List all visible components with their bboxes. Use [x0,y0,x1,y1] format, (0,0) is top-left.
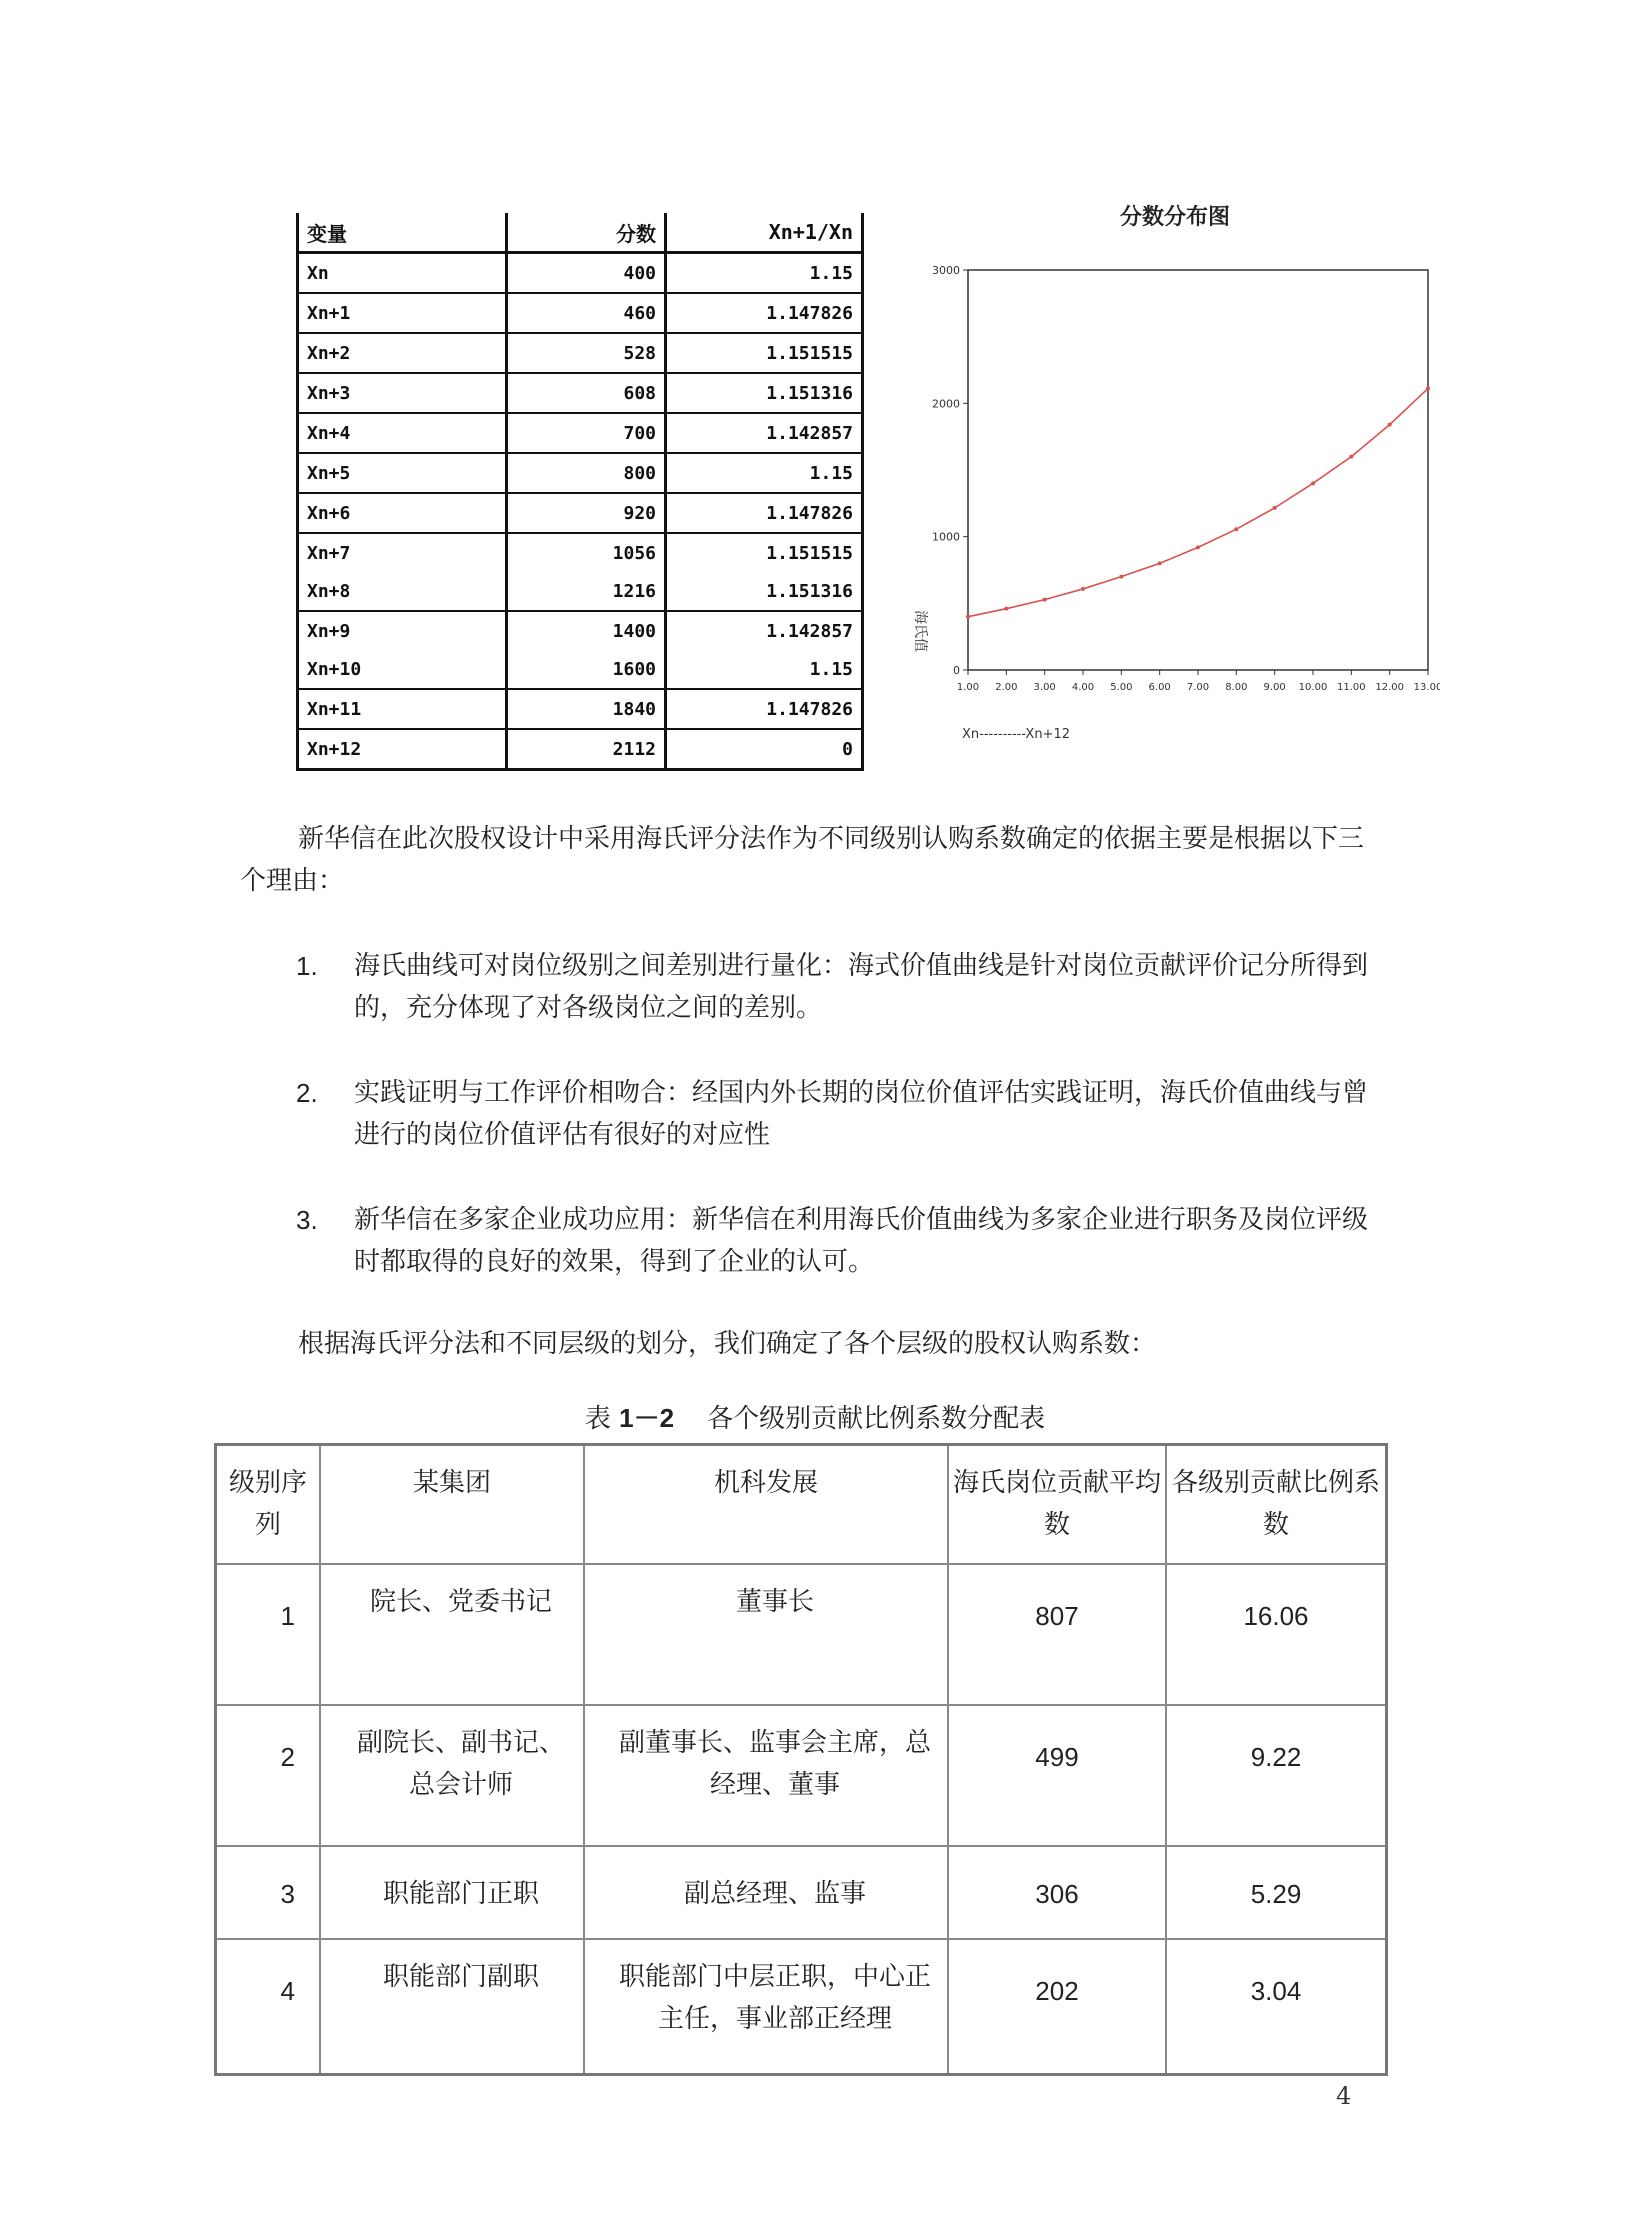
reason-text: 海氏曲线可对岗位级别之间差别进行量化：海式价值曲线是针对岗位贡献评价记分所得到的，充分体现了对各级岗位之间的差别。 [354,951,1369,1023]
cell-score: 460 [507,293,666,333]
chart-data-point [1234,527,1238,531]
cell-group: 院长、党委书记 [320,1564,584,1705]
table-caption-title: 各个级别贡献比例系数分配表 [707,1404,1046,1434]
cell-coefficient: 3.04 [1166,1939,1387,2075]
cell-level: 2 [216,1705,321,1846]
reason-item-2 [296,1072,1370,1156]
cell-score: 528 [507,333,666,373]
cell-score: 2112 [507,729,666,770]
chart-x-tick-label: 3.00 [1033,682,1056,693]
reason-item-1 [296,945,1370,1029]
cell-ratio: 1.151316 [666,572,863,611]
header-group: 某集团 [320,1445,584,1565]
score-row [298,729,863,770]
reason-text: 新华信在多家企业成功应用：新华信在利用海氏价值曲线为多家企业进行职务及岗位评级时都取得的良好的效果，得到了企业的认可。 [354,1205,1369,1277]
chart-data-point [1311,481,1315,485]
reason-item-3 [296,1199,1370,1283]
cell-score: 1056 [507,533,666,572]
cell-level: 3 [216,1846,321,1939]
chart-data-point [1426,386,1430,390]
cell-ratio: 0 [842,738,853,760]
page-number: 4 [1336,2082,1352,2110]
score-row [298,253,863,294]
chart-data-point [1158,561,1162,565]
table-row [216,1705,1387,1846]
cell-jike: 副总经理、监事 [584,1846,948,1939]
table-row [216,1846,1387,1939]
table-row [216,1564,1387,1705]
chart-x-tick-label: 7.00 [1186,682,1210,693]
cell-variable: Xn+4 [298,413,507,453]
cell-score: 400 [507,253,666,294]
score-table [296,213,864,771]
cell-score: 800 [507,453,666,493]
cell-variable: Xn+1 [298,293,507,333]
score-table-header [298,213,863,253]
chart-y-tick-label: 1000 [932,530,960,544]
table-caption-prefix: 表 [584,1404,611,1434]
chart-y-tick-label: 0 [953,664,960,677]
chart-data-point [1196,545,1200,549]
chart-x-tick-label: 8.00 [1225,682,1248,693]
allocation-table [214,1443,1388,2076]
table-row [216,1939,1387,2075]
chart-data-point [1119,575,1123,579]
reason-number: 3. [296,1205,318,1235]
header-coefficient: 各级别贡献比例系数 [1166,1445,1387,1565]
score-row [298,533,863,572]
cell-level: 1 [216,1564,321,1705]
score-row [298,689,863,729]
cell-coefficient: 5.29 [1166,1846,1387,1939]
score-row [298,293,863,333]
cell-variable: Xn+5 [298,453,507,493]
chart-x-tick-label: 10.00 [1298,682,1328,693]
intro-paragraph: 新华信在此次股权设计中采用海氏评分法作为不同级别认购系数确定的依据主要是根据以下三个理由： [240,824,1365,896]
cell-ratio: 1.151515 [766,542,853,564]
cell-coefficient: 9.22 [1166,1705,1387,1846]
header-level: 级别序列 [216,1445,321,1565]
score-row [298,611,863,650]
cell-variable: Xn+10 [298,650,507,689]
chart-x-tick-label: 9.00 [1263,682,1286,693]
score-row [298,493,863,533]
cell-variable: Xn+8 [298,572,507,611]
header-jike: 机科发展 [584,1445,948,1565]
reason-text: 实践证明与工作评价相吻合：经国内外长期的岗位价值评估实践证明，海氏价值曲线与曾进行的岗位价值评估有很好的对应性 [354,1078,1369,1150]
cell-jike: 董事长 [584,1564,948,1705]
chart-title: 分数分布图 [1119,205,1231,230]
cell-score: 700 [507,413,666,453]
cell-score: 1400 [507,611,666,650]
chart-svg [900,190,1440,750]
cell-score: 1840 [507,689,666,729]
chart-x-tick-label: 5.00 [1110,682,1133,693]
header-hay-average: 海氏岗位贡献平均数 [948,1445,1166,1565]
score-row [298,333,863,373]
table-caption [0,1398,1630,1435]
chart-x-tick-label: 11.00 [1337,682,1366,693]
cell-hay-average: 306 [948,1846,1166,1939]
chart-y-tick-label: 2000 [932,397,960,411]
header-variable: 变量 [298,213,507,253]
chart-data-point [1004,607,1008,611]
allocation-table-header [216,1445,1387,1565]
reason-number: 2. [296,1078,318,1108]
cell-ratio: 1.147826 [666,689,863,729]
score-row [298,373,863,413]
cell-variable: Xn+3 [298,373,507,413]
score-row [298,572,863,611]
conclusion-paragraph: 根据海氏评分法和不同层级的划分，我们确定了各个层级的股权认购系数： [298,1329,1157,1359]
chart-x-tick-label: 12.00 [1375,682,1404,693]
chart-x-tick-label: 4.00 [1071,682,1095,693]
cell-coefficient: 16.06 [1166,1564,1387,1705]
cell-ratio: 1.15 [666,253,863,294]
cell-ratio: 1.147826 [666,493,863,533]
cell-ratio: 1.147826 [666,293,863,333]
chart-plot-frame [968,270,1428,670]
cell-score: 1216 [507,572,666,611]
chart-x-tick-label: 2.00 [995,682,1018,693]
cell-ratio: 1.15 [666,453,863,493]
cell-variable: Xn+6 [298,493,507,533]
header-score: 分数 [507,213,666,253]
cell-level: 4 [216,1939,321,2075]
cell-hay-average: 202 [948,1939,1166,2075]
cell-variable: Xn+7 [298,533,507,572]
chart-y-tick-label: 3000 [932,264,960,277]
chart-data-point [1081,587,1085,591]
cell-ratio: 1.15 [666,650,863,689]
chart-data-point [1388,423,1392,427]
score-distribution-chart [900,190,1440,750]
cell-ratio: 1.142857 [766,620,853,642]
header-ratio: Xn+1/Xn [666,213,863,253]
cell-variable: Xn+11 [298,689,507,729]
cell-score: 608 [507,373,666,413]
cell-variable: Xn [298,253,507,294]
score-row [298,453,863,493]
chart-data-point [1273,506,1277,510]
cell-ratio: 1.151316 [666,373,863,413]
cell-group: 职能部门正职 [320,1846,584,1939]
score-row [298,650,863,689]
cell-ratio: 1.151515 [666,333,863,373]
cell-hay-average: 499 [948,1705,1166,1846]
chart-x-tick-label: 1.00 [956,682,980,693]
cell-variable: Xn+2 [298,333,507,373]
chart-data-point [1349,455,1353,459]
cell-ratio: 1.142857 [666,413,863,453]
table-caption-number: 1－2 [619,1403,675,1433]
cell-variable: Xn+12 [298,729,507,770]
chart-x-tick-label: 6.00 [1148,682,1171,693]
chart-data-point [966,615,970,619]
cell-group: 副院长、副书记、总会计师 [320,1705,584,1846]
chart-y-axis-label: 海氏值 [912,610,928,652]
chart-x-axis-label: Xn----------Xn+12 [962,727,1070,742]
cell-hay-average: 807 [948,1564,1166,1705]
cell-jike: 职能部门中层正职，中心正主任，事业部正经理 [584,1939,948,2075]
cell-jike: 副董事长、监事会主席，总经理、董事 [584,1705,948,1846]
chart-series-line [968,388,1428,616]
cell-score: 1600 [507,650,666,689]
chart-data-point [1043,598,1047,602]
cell-variable: Xn+9 [298,611,507,650]
reason-number: 1. [296,951,318,981]
chart-x-tick-label: 13.00 [1413,682,1440,693]
cell-score: 920 [507,493,666,533]
cell-group: 职能部门副职 [320,1939,584,2075]
score-row [298,413,863,453]
